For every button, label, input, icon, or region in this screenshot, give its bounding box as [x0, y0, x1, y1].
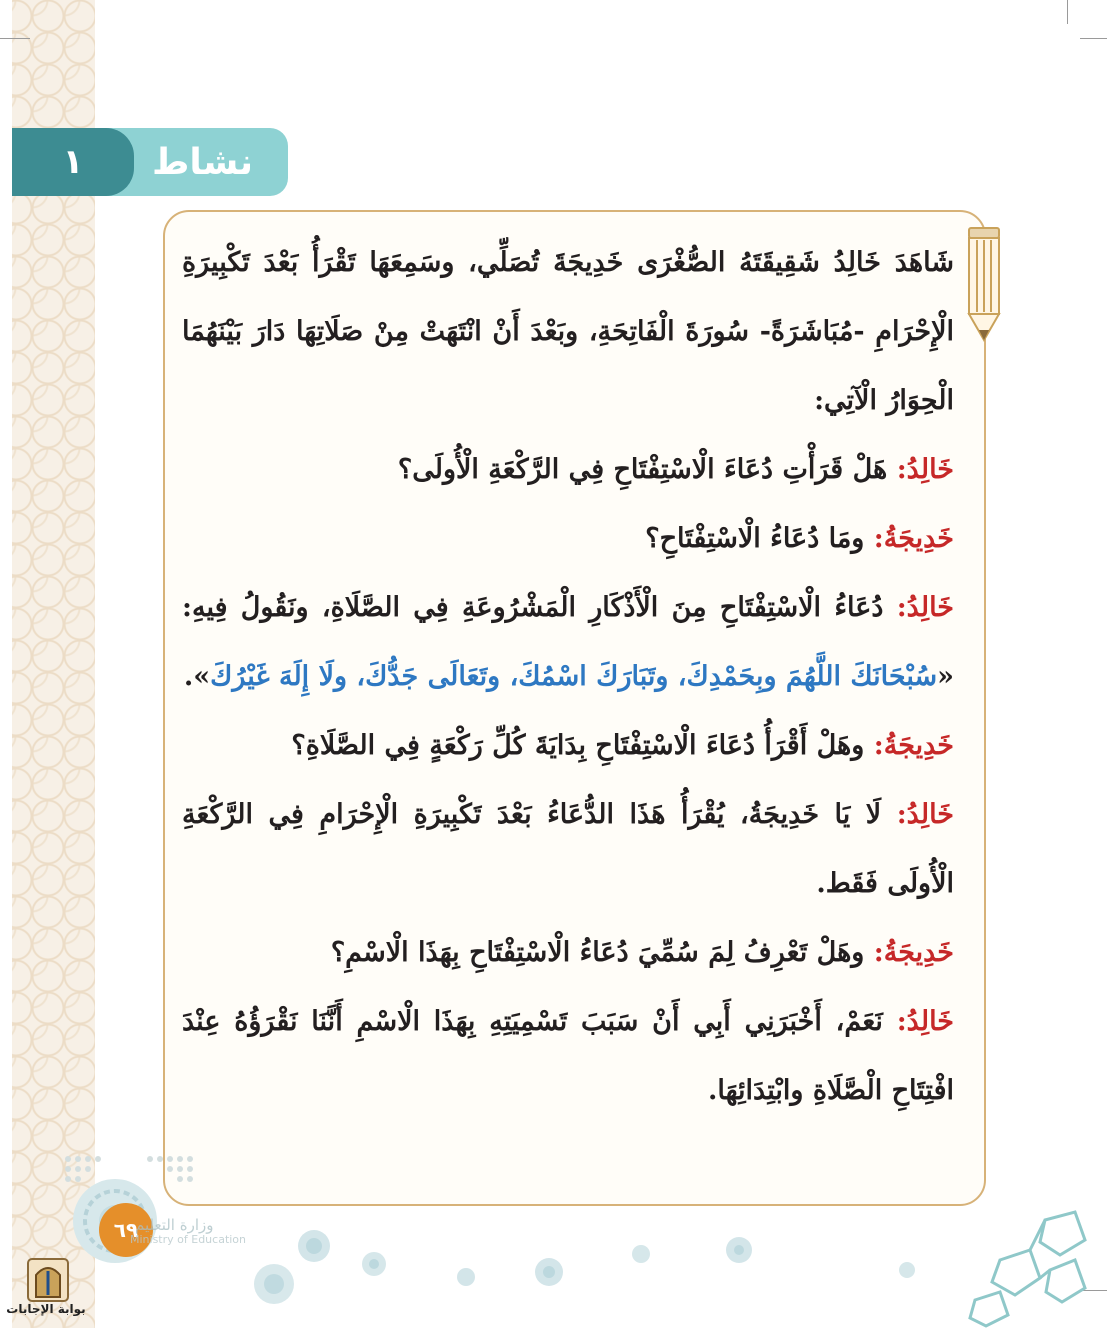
dialogue-text-line: لَا يَا خَدِيجَةُ، يُقْرَأُ هَذَا الدُّعَاءُ بَعْدَ تَكْبِيرَةِ الْإِحْرَامِ فِي الرَّكْعَةِ الْأُولَى فَقَط. [182, 799, 954, 899]
site-logo-text: بوابة الإجابات [6, 1302, 86, 1316]
dialogue-line [182, 504, 954, 573]
activity-number: ١ [12, 128, 134, 196]
dialogue-line [182, 435, 954, 504]
rosette-ornament [360, 1250, 388, 1278]
dua-text: سُبْحَانَكَ اللَّهُمَ وبِحَمْدِكَ، وتَبَارَكَ اسْمُكَ، وتَعَالَى جَدُّكَ، ولَا إِلَهَ غَيْرُكَ [210, 661, 938, 692]
dialogue-line [182, 918, 954, 987]
dialogue-line [182, 987, 954, 1125]
rosette-ornament [533, 1256, 565, 1288]
dialogue-text-line: دُعَاءُ الْاسْتِفْتَاحِ مِنَ الْأَذْكَارِ الْمَشْرُوعَةِ فِي الصَّلَاةِ، ونَقُولُ فِيهِ: « [182, 592, 954, 692]
rosette-ornament [252, 1262, 296, 1306]
rosette-ornament [897, 1260, 917, 1280]
dialogue-text-line: هَلْ قَرَأْتِ دُعَاءَ الْاسْتِفْتَاحِ فِي الرَّكْعَةِ الْأُولَى؟ [397, 454, 897, 485]
rosette-ornament [455, 1266, 477, 1288]
geometric-corner-ornament [960, 1200, 1107, 1328]
rosette-ornament [724, 1235, 754, 1265]
dialogue-text-tail: ». [183, 661, 211, 692]
crop-mark [0, 38, 30, 39]
side-ornament-pattern [0, 0, 95, 1328]
dialogue-line [182, 573, 954, 711]
ministry-name: وزارة التعليم [135, 1216, 214, 1234]
crop-mark [1067, 0, 1068, 24]
dialogue-line [182, 711, 954, 780]
crop-mark [1080, 38, 1107, 39]
pencil-icon [966, 226, 1002, 344]
speaker-name: خَدِيجَةُ: [873, 730, 954, 761]
dialogue-text-line: ومَا دُعَاءُ الْاسْتِفْتَاحِ؟ [645, 523, 874, 554]
intro-paragraph: شَاهَدَ خَالِدُ شَقِيقَتَهُ الصُّغْرَى خَدِيجَةَ تُصَلِّي، وسَمِعَهَا تَقْرَأُ بَعْدَ تَكْبِيرَةِ الْإِحْرَامِ -مُبَاشَرَةً- سُورَةَ الْفَاتِحَةِ، وبَعْدَ أَنْ انْتَهَتْ مِنْ صَلَاتِهَا دَارَ بَيْنَهُمَا الْحِوَارُ الْآتِي: [182, 247, 954, 416]
ministry-name-en: Ministry of Education [130, 1233, 247, 1246]
dialogue-line [182, 780, 954, 918]
dialogue-text-line: وهَلْ تَعْرِفُ لِمَ سُمِّيَ دُعَاءُ الْاسْتِفْتَاحِ بِهَذَا الْاسْمِ؟ [330, 937, 874, 968]
dialogue-text [182, 228, 954, 1125]
speaker-name: خَالِدُ: [896, 1006, 954, 1037]
speaker-name: خَالِدُ: [896, 454, 954, 485]
dialogue-text-line: نَعَمْ، أَخْبَرَنِي أَبِي أَنْ سَبَبَ تَسْمِيَتِهِ بِهَذَا الْاسْمِ أَنَّنَا نَقْرَؤُهُ عِنْدَ افْتِتَاحِ الْصَّلَاةِ وابْتِدَائِهَا. [182, 1006, 954, 1106]
site-logo-icon [2, 1255, 94, 1328]
page-number: ٦٩ [99, 1203, 153, 1257]
speaker-name: خَدِيجَةُ: [873, 523, 954, 554]
dialogue-text-line: وهَلْ أَقْرَأُ دُعَاءَ الْاسْتِفْتَاحِ بِدَايَةَ كُلِّ رَكْعَةٍ فِي الصَّلَاةِ؟ [291, 730, 874, 761]
speaker-name: خَالِدُ: [896, 799, 954, 830]
speaker-name: خَدِيجَةُ: [873, 937, 954, 968]
activity-title: نشاط [151, 141, 254, 183]
rosette-ornament [296, 1228, 332, 1264]
rosette-ornament [630, 1243, 652, 1265]
side-margin [0, 0, 12, 1328]
speaker-name: خَالِدُ: [896, 592, 954, 623]
